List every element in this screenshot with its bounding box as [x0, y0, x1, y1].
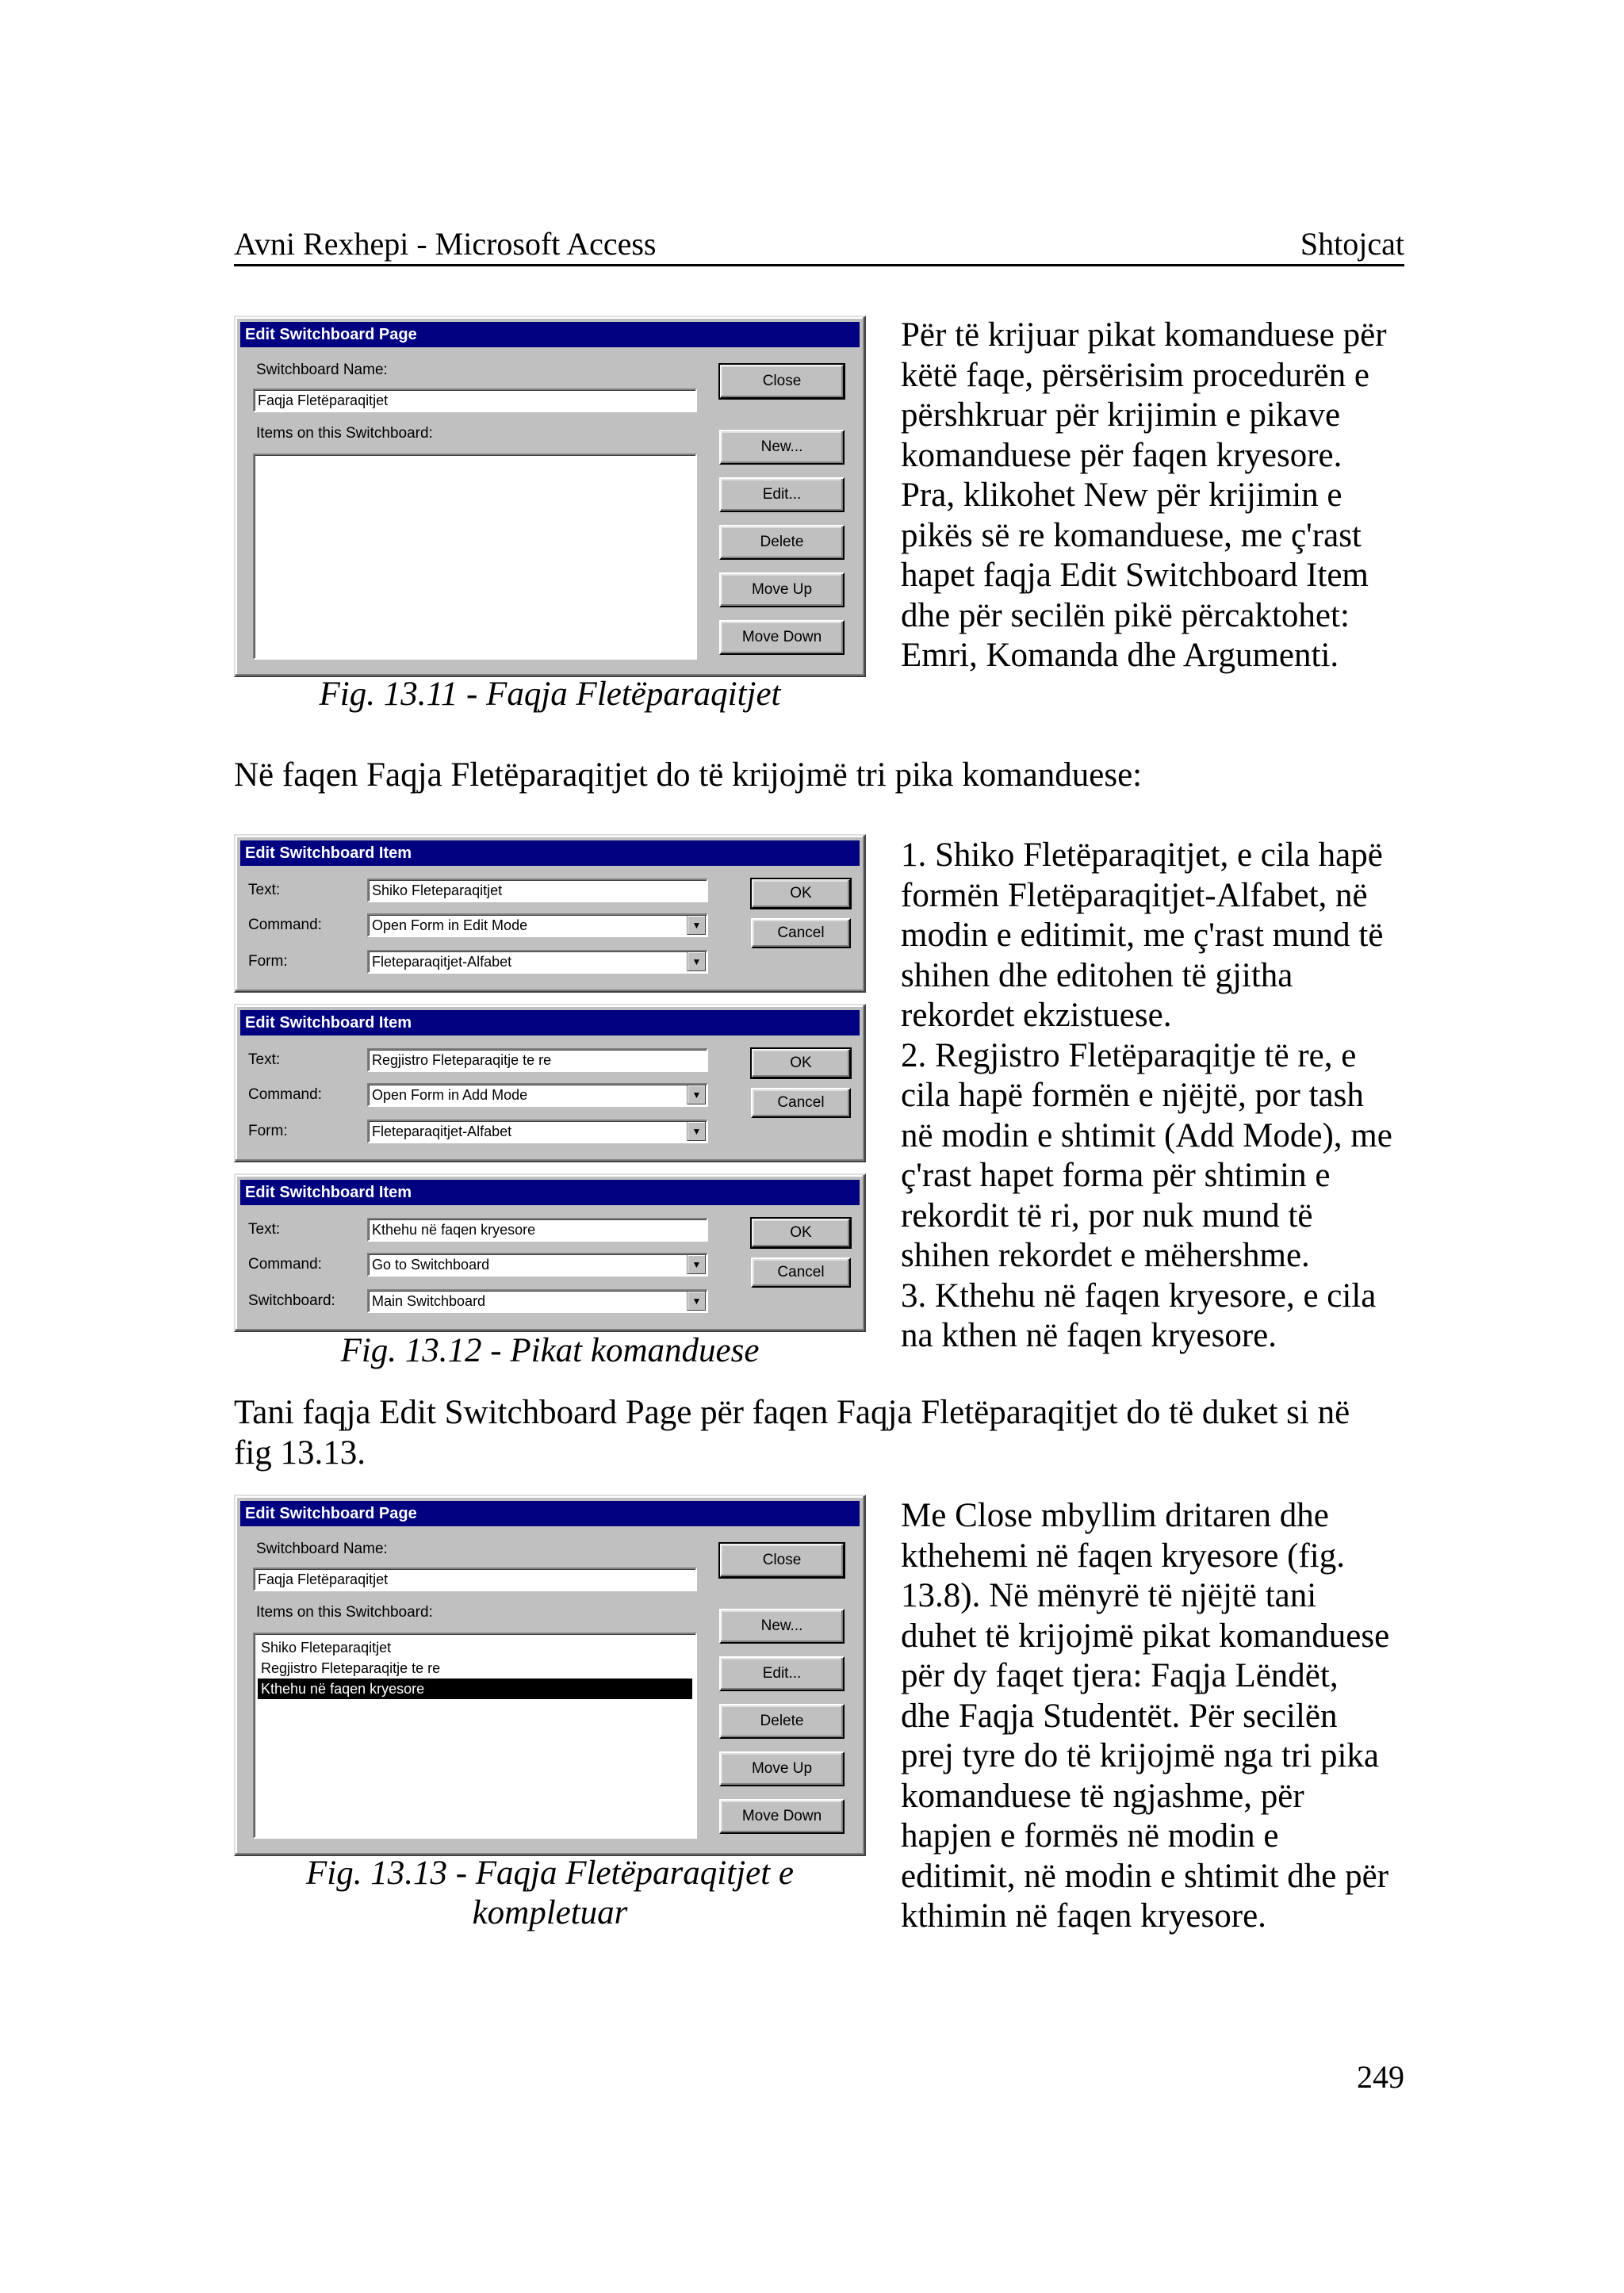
edit-switchboard-page-dialog: [234, 316, 866, 677]
move-down-button[interactable]: Move Down: [719, 620, 845, 655]
command-label: Command:: [248, 1256, 322, 1273]
dropdown-arrow-icon[interactable]: ▼: [687, 1292, 706, 1311]
text-line: Pra, klikohet New për krijimin e: [901, 477, 1342, 514]
text-line: pikës së re komanduese, me ç'rast: [901, 516, 1362, 554]
switchboard-name-label: Switchboard Name:: [256, 362, 388, 378]
text-line: Emri, Komanda dhe Argumenti.: [901, 637, 1339, 674]
command-select[interactable]: [367, 1253, 708, 1277]
form-value: Fleteparaqitjet-Alfabet: [372, 954, 512, 970]
command-label: Command:: [248, 1086, 322, 1103]
fig-13-12-caption: Fig. 13.12 - Pikat komanduese: [340, 1332, 760, 1369]
fig-13-13-caption: [234, 1854, 866, 1933]
switchboard-value: Main Switchboard: [372, 1293, 486, 1309]
edit-switchboard-item-dialog-2: [234, 1004, 866, 1162]
text-line: duhet të krijojmë pikat komanduese: [901, 1617, 1390, 1655]
move-up-button[interactable]: Move Up: [719, 572, 845, 607]
dialog-title-bar: Edit Switchboard Page: [240, 1501, 860, 1526]
form-label: Form:: [248, 1123, 288, 1139]
command-value: Open Form in Edit Mode: [372, 917, 528, 933]
dropdown-arrow-icon[interactable]: ▼: [687, 1255, 706, 1274]
new-button[interactable]: New...: [719, 430, 845, 465]
text-line: Për të krijuar pikat komanduese për: [901, 316, 1387, 354]
cancel-button[interactable]: Cancel: [751, 1258, 851, 1288]
text-input[interactable]: Regjistro Fleteparaqitje te re: [367, 1048, 708, 1072]
cancel-button[interactable]: Cancel: [751, 918, 851, 948]
delete-button[interactable]: Delete: [719, 525, 845, 560]
text-line: Tani faqja Edit Switchboard Page për faqen Faqja Fletëparaqitjet do të duket si në: [234, 1394, 1350, 1431]
dropdown-arrow-icon[interactable]: ▼: [687, 1122, 706, 1141]
switchboard-name-input[interactable]: Faqja Fletëparaqitjet: [253, 389, 697, 412]
text-line: shihen dhe editohen të gjitha: [901, 956, 1293, 994]
caption-line: kompletuar: [472, 1894, 628, 1931]
intro-sentence: Në faqen Faqja Fletëparaqitjet do të krijojmë tri pika komanduese:: [234, 756, 1143, 794]
text-line: komanduese të ngjashme, për: [901, 1777, 1304, 1815]
command-select[interactable]: [367, 1083, 708, 1107]
text-input[interactable]: Shiko Fleteparaqitjet: [367, 879, 708, 902]
text-line: Me Close mbyllim dritaren dhe: [901, 1497, 1329, 1534]
dialog-title-bar: Edit Switchboard Item: [240, 1180, 860, 1205]
text-line: 2. Regjistro Fletëparaqitje të re, e: [901, 1036, 1357, 1074]
text-line: 1. Shiko Fletëparaqitjet, e cila hapë: [901, 836, 1383, 874]
text-line: dhe Faqja Studentët. Për secilën: [901, 1697, 1338, 1735]
edit-switchboard-item-dialog-3: [234, 1173, 866, 1332]
dropdown-arrow-icon[interactable]: ▼: [687, 916, 706, 935]
new-button[interactable]: New...: [719, 1609, 845, 1644]
text-line: 3. Kthehu në faqen kryesore, e cila: [901, 1277, 1377, 1315]
running-header-section: Shtojcat: [1300, 226, 1404, 262]
form-select[interactable]: [367, 950, 708, 974]
text-line: hapet faqja Edit Switchboard Item: [901, 557, 1369, 594]
delete-button[interactable]: Delete: [719, 1704, 845, 1739]
text-line: komanduese për faqen kryesore.: [901, 436, 1342, 474]
items-label: Items on this Switchboard:: [256, 1604, 433, 1621]
items-label: Items on this Switchboard:: [256, 425, 433, 442]
form-value: Fleteparaqitjet-Alfabet: [372, 1124, 512, 1139]
close-button[interactable]: Close: [719, 1543, 845, 1578]
command-value: Open Form in Add Mode: [372, 1087, 528, 1103]
command-label: Command:: [248, 917, 322, 933]
ok-button[interactable]: OK: [751, 879, 851, 909]
close-button[interactable]: Close: [719, 364, 845, 399]
move-up-button[interactable]: Move Up: [719, 1751, 845, 1786]
text-line: fig 13.13.: [234, 1434, 366, 1472]
text-input[interactable]: Kthehu në faqen kryesore: [367, 1218, 708, 1242]
form-select[interactable]: [367, 1120, 708, 1143]
text-line: prej tyre do të krijojmë nga tri pika: [901, 1737, 1380, 1774]
text-line: hapjen e formës në modin e: [901, 1817, 1279, 1855]
caption-line: Fig. 13.13 - Faqja Fletëparaqitjet e: [305, 1855, 795, 1892]
text-line: modin e editimit, me ç'rast mund të: [901, 917, 1384, 954]
dialog-title-bar: Edit Switchboard Item: [240, 1010, 860, 1035]
wide-paragraph: [234, 1393, 1408, 1473]
page-number: 249: [1357, 2059, 1404, 2095]
list-item-selected[interactable]: Kthehu në faqen kryesore: [258, 1679, 692, 1699]
command-select[interactable]: [367, 913, 708, 937]
list-item[interactable]: Regjistro Fleteparaqitje te re: [261, 1660, 441, 1676]
dropdown-arrow-icon[interactable]: ▼: [687, 952, 706, 971]
switchboard-label: Switchboard:: [248, 1292, 335, 1309]
dialog-title-bar: Edit Switchboard Page: [240, 322, 860, 347]
text-line: kthimin në faqen kryesore.: [901, 1897, 1266, 1935]
text-line: rekordet ekzistuese.: [901, 997, 1172, 1034]
switchboard-name-label: Switchboard Name:: [256, 1541, 388, 1557]
form-label: Form:: [248, 953, 288, 970]
ok-button[interactable]: OK: [751, 1048, 851, 1078]
cancel-button[interactable]: Cancel: [751, 1088, 851, 1118]
switchboard-select[interactable]: [367, 1289, 708, 1313]
text-line: për dy faqet tjera: Faqja Lëndët,: [901, 1657, 1339, 1694]
switchboard-name-input[interactable]: Faqja Fletëparaqitjet: [253, 1568, 697, 1591]
text-line: përshkruar për krijimin e pikave: [901, 396, 1341, 434]
text-line: rekordit të ri, por nuk mund të: [901, 1196, 1313, 1235]
ok-button[interactable]: OK: [751, 1218, 851, 1248]
dropdown-arrow-icon[interactable]: ▼: [687, 1085, 706, 1104]
move-down-button[interactable]: Move Down: [719, 1799, 845, 1834]
text-label: Text:: [248, 882, 281, 898]
running-header-title: Avni Rexhepi - Microsoft Access: [234, 226, 657, 262]
text-line: editimit, në modin e shtimit dhe për: [901, 1857, 1389, 1895]
text-line: dhe për secilën pikë përcaktohet:: [901, 596, 1350, 634]
text-label: Text:: [248, 1051, 281, 1068]
edit-switchboard-item-dialog-1: [234, 834, 866, 993]
text-line: këtë faqe, përsërisim procedurën e: [901, 356, 1369, 394]
dialog-title-bar: Edit Switchboard Item: [240, 840, 860, 866]
text-line: cila hapë formën e njëjtë, por tash: [901, 1077, 1364, 1114]
items-listbox[interactable]: [253, 1633, 697, 1839]
edit-button[interactable]: Edit...: [719, 477, 845, 512]
text-label: Text:: [248, 1221, 281, 1238]
text-line: në modin e shtimit (Add Mode), me: [901, 1116, 1392, 1154]
list-paragraph: [901, 836, 1424, 1357]
command-value: Go to Switchboard: [372, 1257, 490, 1273]
fig-13-11-caption: Fig. 13.11 - Faqja Fletëparaqitjet: [319, 676, 781, 713]
list-item[interactable]: Shiko Fleteparaqitjet: [261, 1640, 392, 1656]
items-listbox[interactable]: [253, 454, 697, 660]
edit-switchboard-page-dialog-complete: [234, 1495, 866, 1856]
text-line: ç'rast hapet forma për shtimin e: [901, 1157, 1331, 1194]
text-line: formën Fletëparaqitjet-Alfabet, në: [901, 876, 1368, 914]
close-paragraph: [901, 1496, 1424, 1937]
text-line: 13.8). Në mënyrë të njëjtë tani: [901, 1577, 1317, 1614]
text-line: na kthen në faqen kryesore.: [901, 1317, 1277, 1354]
text-line: kthehemi në faqen kryesore (fig.: [901, 1537, 1345, 1575]
header-rule: [234, 264, 1404, 266]
intro-paragraph: [901, 316, 1424, 676]
edit-button[interactable]: Edit...: [719, 1656, 845, 1691]
text-line: shihen rekordet e mëhershme.: [901, 1237, 1310, 1274]
